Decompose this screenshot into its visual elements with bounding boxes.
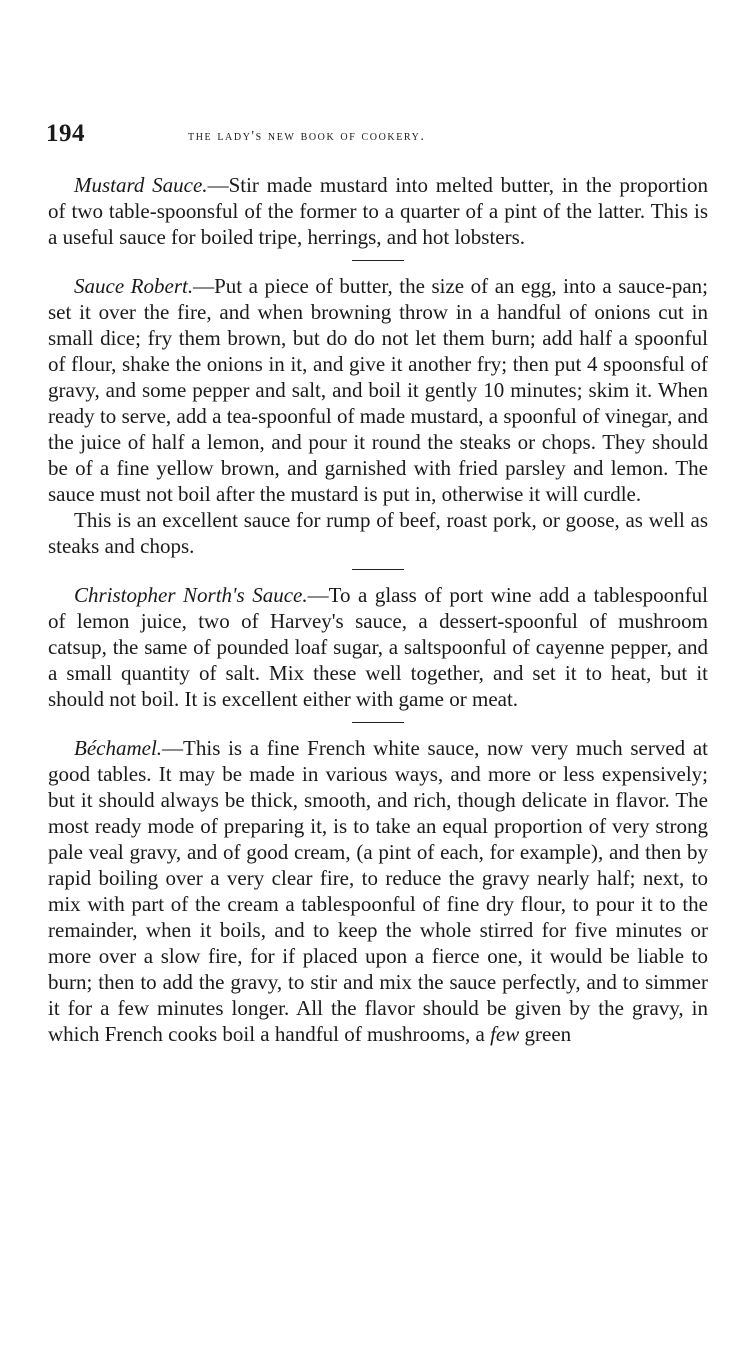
- recipe-text: —Put a piece of butter, the size of an egg, into a sauce-pan; set it over the fire, and when browning throw in a handful of onions cut in small dice; fry them brown, but do do not let them burn; add half a spoonful of flour, shake the onions in it, and give it another fry; then put 4 spoonsful of gravy, and some pepper and salt, and boil it gently 10 minutes; skim it. When ready to serve, add a tea-spoonful of made mustard, a spoonful of vinegar, and the juice of half a lemon, and pour it round the steaks or chops. They should be of a fine yellow brown, and garnished with fried parsley and lemon. The sauce must not boil after the mustard is put in, otherwise it will curdle.: [48, 274, 709, 506]
- recipe-title: Sauce Robert.: [74, 274, 194, 298]
- recipe-paragraph: [48, 172, 708, 250]
- recipe-text: —This is a fine French white sauce, now very much served at good tables. It may be made in various ways, and more or less expensively; but it should always be thick, smooth, and rich, though delicate in flavor. The most ready mode of preparing it, is to take an equal proportion of very strong pale veal gravy, and of good cream, (a pint of each, for example), and then by rapid boiling over a very clear fire, to reduce the gravy nearly half; next, to mix with part of the cream a tablespoonful of fine dry flour, to pour it to the remainder, when it boils, and to keep the whole stirred for five minutes or more over a slow fire, for if placed upon a fierce one, it would be liable to burn; then to add the gravy, to stir and mix the sauce perfectly, and to simmer it for a few minutes longer. All the flavor should be given by the gravy, in which French cooks boil a handful of mushrooms, a: [48, 736, 708, 1046]
- recipe-sauce-robert: [48, 273, 708, 559]
- recipe-mustard-sauce: [48, 172, 708, 250]
- section-divider: [352, 569, 404, 570]
- recipe-note-text: This is an excellent sauce for rump of beef, roast pork, or goose, as well as steaks and chops.: [48, 508, 708, 558]
- recipe-paragraph: [48, 582, 708, 712]
- running-head: [46, 120, 706, 150]
- recipe-title: Béchamel.: [74, 736, 163, 760]
- text-body: [48, 172, 708, 1047]
- section-divider: [352, 722, 404, 723]
- recipe-title: Mustard Sauce.: [74, 173, 208, 197]
- book-title: the lady's new book of cookery.: [188, 129, 426, 144]
- recipe-text: —Stir made mustard into melted butter, in the proportion of two table-spoonsful of the former to a quarter of a pint of the latter. This is a useful sauce for boiled tripe, herrings, and hot lobsters.: [48, 173, 708, 249]
- recipe-text-tail: green: [519, 1022, 572, 1046]
- recipe-paragraph: [48, 273, 708, 507]
- page-number: 194: [46, 120, 85, 147]
- italic-word: few: [490, 1022, 520, 1046]
- recipe-paragraph-note: [48, 507, 708, 559]
- recipe-title: Christopher North's Sauce.: [74, 583, 308, 607]
- recipe-text: —To a glass of port wine add a tablespoonful of lemon juice, two of Harvey's sauce, a dessert-spoonful of mushroom catsup, the same of pounded loaf sugar, a saltspoonful of cayenne pepper, and a small quantity of salt. Mix these well together, and set it to heat, but it should not boil. It is excellent either with game or meat.: [48, 583, 708, 711]
- recipe-paragraph: [48, 735, 708, 1047]
- recipe-christopher-norths-sauce: [48, 582, 708, 712]
- recipe-bechamel: [48, 735, 708, 1047]
- section-divider: [352, 260, 404, 261]
